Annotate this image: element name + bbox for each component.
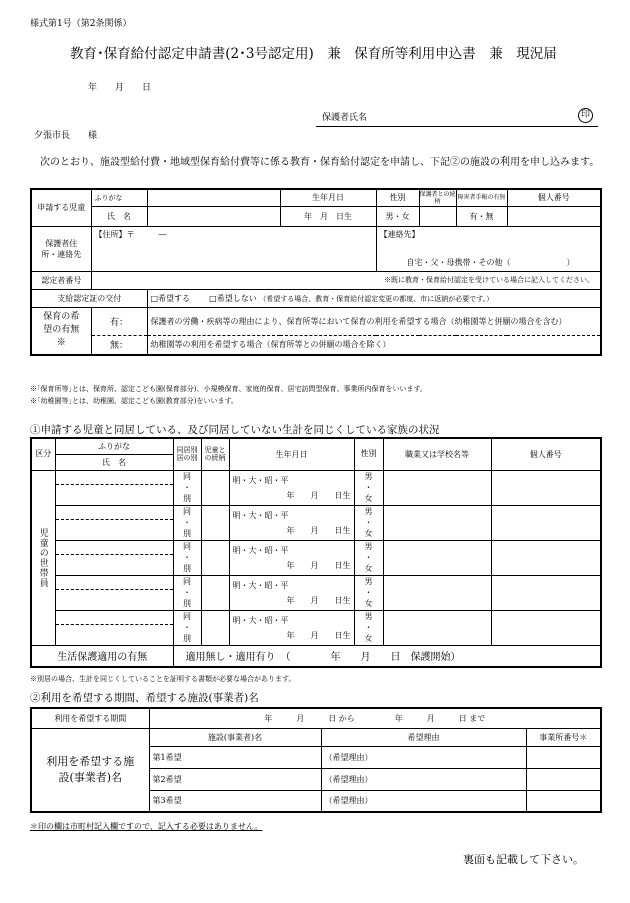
choice-2-reason[interactable]: （希望理由） <box>321 768 526 790</box>
address-label: 【住所】〒 ― <box>94 229 167 239</box>
member-birth[interactable]: 明・大・昭・平 年 月 日生 <box>229 575 354 610</box>
household-row <box>31 610 601 645</box>
col-reason: 希望理由 <box>321 728 526 746</box>
col-mynumber: 個人番号 <box>491 438 601 470</box>
page-title: 教育･保育給付認定申請書(2･3号認定用) 兼 保育所等利用申込書 兼 現況届 <box>70 46 557 62</box>
member-relation[interactable] <box>201 470 229 505</box>
child-label: 申請する児童 <box>31 189 91 226</box>
member-relation[interactable] <box>201 540 229 575</box>
member-cohabit[interactable]: 同 ・ 別 <box>173 610 201 645</box>
member-mynumber[interactable] <box>491 575 601 610</box>
col-birth: 生年月日 <box>229 438 354 470</box>
cert-issue-yes-checkbox[interactable]: □希望する <box>150 293 191 303</box>
intro-text: 次のとおり、施設型給付費・地域型保育給付費等に係る教育・保育給付認定を申請し、下記②の施設の利用を申し込みます。 <box>40 157 600 168</box>
nursery-label: 保育の希望の有無 ※ <box>31 307 91 355</box>
member-job[interactable] <box>383 505 491 540</box>
birth-label: 生年月日 <box>280 189 376 206</box>
col-cohabit: 同居別居の別 <box>173 438 201 470</box>
cert-no-note: ※既に教育・保育給付認定を受けている場合に記入してください。 <box>384 276 594 284</box>
col-kubun: 区分 <box>31 438 55 470</box>
address-field[interactable] <box>91 226 376 271</box>
cert-issue-note: （希望する場合、教育・保育給付認定変更の都度、市に返納が必要です。） <box>259 294 494 303</box>
member-relation[interactable] <box>201 505 229 540</box>
member-furigana[interactable] <box>56 576 173 590</box>
member-name[interactable] <box>56 590 173 610</box>
member-birth[interactable]: 明・大・昭・平 年 月 日生 <box>229 470 354 505</box>
member-name[interactable] <box>56 520 173 540</box>
col-furigana: ふりがな <box>55 438 173 454</box>
back-note: 裏面も記載して下さい。 <box>463 853 584 866</box>
col-relation: 児童との続柄 <box>201 438 229 470</box>
member-furigana[interactable] <box>56 471 173 485</box>
choice-3-number[interactable] <box>526 790 601 812</box>
member-sex[interactable]: 男 ・ 女 <box>354 505 383 540</box>
cert-issue-label: 支給認定証の交付 <box>31 289 147 307</box>
member-mynumber[interactable] <box>491 505 601 540</box>
notes <box>30 383 427 407</box>
date-label: 年 月 日 <box>88 83 152 93</box>
member-mynumber[interactable] <box>491 470 601 505</box>
member-job[interactable] <box>383 540 491 575</box>
birth-field[interactable]: 年 月 日生 <box>280 206 376 226</box>
household-heading: ①申請する児童と同居している、及び同居していない生計を同じくしている家族の状況 <box>30 424 440 436</box>
col-facility-name: 施設(事業者)名 <box>149 728 321 746</box>
household-row <box>31 575 601 610</box>
member-sex[interactable]: 男 ・ 女 <box>354 610 383 645</box>
facility-label: 利用を希望する施設(事業者)名 <box>31 728 149 812</box>
choice-1-number[interactable] <box>526 746 601 768</box>
choice-3-name[interactable]: 第3希望 <box>149 790 321 812</box>
member-cohabit[interactable]: 同 ・ 別 <box>173 540 201 575</box>
member-relation[interactable] <box>201 610 229 645</box>
relation-field[interactable] <box>419 206 456 226</box>
member-sex[interactable]: 男 ・ 女 <box>354 575 383 610</box>
disability-label: 障害者手帳の有無 <box>456 189 507 206</box>
period-field[interactable]: 年 月 日 から 年 月 日 まで <box>149 708 601 728</box>
period-label: 利用を希望する期間 <box>31 708 149 728</box>
welfare-field[interactable]: 適用無し・適用有り （ 年 月 日 保護開始） <box>173 645 601 667</box>
guardian-name-label: 保護者氏名 <box>322 113 368 123</box>
mynumber-label: 個人番号 <box>507 189 601 206</box>
member-name[interactable] <box>56 625 173 645</box>
note-hoikusho: ※｢保育所等｣とは、保育所、認定こども園(保育部分)、小規模保育、家庭的保育、居宅訪問型保育、事業所内保育をいいます。 <box>30 385 427 393</box>
applicant-table <box>30 188 602 356</box>
form-number: 様式第1号（第2条関係） <box>30 19 132 29</box>
choice-1-name[interactable]: 第1希望 <box>149 746 321 768</box>
household-row <box>31 470 601 505</box>
household-row <box>31 540 601 575</box>
guardian-name-line <box>316 126 598 127</box>
member-name[interactable] <box>56 555 173 575</box>
member-birth[interactable]: 明・大・昭・平 年 月 日生 <box>229 610 354 645</box>
contact-label: 【連絡先】 <box>379 229 420 239</box>
choice-3-reason[interactable]: （希望理由） <box>321 790 526 812</box>
name-label: 氏 名 <box>91 206 147 226</box>
facility-heading: ②利用を希望する期間、希望する施設(事業者)名 <box>30 692 259 704</box>
child-name-field[interactable] <box>147 206 280 226</box>
furigana-field[interactable] <box>147 189 280 206</box>
member-mynumber[interactable] <box>491 610 601 645</box>
note-youchien: ※｢幼稚園等｣とは、幼稚園、認定こども園(教育部分)をいいます。 <box>30 397 238 405</box>
col-facility-number: 事業所番号＊ <box>526 728 601 746</box>
mynumber-field[interactable] <box>507 206 601 226</box>
contact-options: 自宅・父・母携帯・その他（ ） <box>406 257 575 267</box>
household-footnote: ※別居の場合、生計を同じくしていることを証明する書類が必要な場合があります。 <box>30 675 296 683</box>
contact-field[interactable] <box>376 226 601 271</box>
sex-field[interactable]: 男・女 <box>376 206 419 226</box>
member-sex[interactable]: 男 ・ 女 <box>354 540 383 575</box>
relation-label: 保護者との続柄 <box>419 190 456 205</box>
member-name[interactable] <box>56 485 173 505</box>
welfare-label: 生活保護適用の有無 <box>31 645 173 667</box>
member-job[interactable] <box>383 575 491 610</box>
addressee: 夕張市長 様 <box>34 131 98 141</box>
col-sex: 性別 <box>354 438 383 470</box>
member-cohabit[interactable]: 同 ・ 別 <box>173 505 201 540</box>
nursery-no-text: 幼稚園等の利用を希望する場合（保育所等との併願の場合を除く） <box>147 335 601 355</box>
cert-no-label: 認定者番号 <box>31 271 91 289</box>
cert-issue-no-checkbox[interactable]: □希望しない <box>209 293 257 303</box>
member-birth[interactable]: 明・大・昭・平 年 月 日生 <box>229 505 354 540</box>
household-side-label: 児童の世帯員 <box>37 527 48 588</box>
choice-1-reason[interactable]: （希望理由） <box>321 746 526 768</box>
member-cohabit[interactable]: 同 ・ 別 <box>173 470 201 505</box>
member-furigana[interactable] <box>56 611 173 625</box>
member-cohabit[interactable]: 同 ・ 別 <box>173 575 201 610</box>
member-sex[interactable]: 男 ・ 女 <box>354 470 383 505</box>
disability-field[interactable]: 有・無 <box>456 206 507 226</box>
seal-icon: 印 <box>578 108 593 123</box>
member-relation[interactable] <box>201 575 229 610</box>
household-row <box>31 505 601 540</box>
col-job: 職業又は学校名等 <box>383 438 491 470</box>
member-birth[interactable]: 明・大・昭・平 年 月 日生 <box>229 540 354 575</box>
household-table <box>30 437 602 668</box>
facility-footnote: ＊印の欄は市町村記入欄ですので、記入する必要はありません。 <box>30 822 263 831</box>
choice-2-name[interactable]: 第2希望 <box>149 768 321 790</box>
member-furigana[interactable] <box>56 541 173 555</box>
facility-table <box>30 707 602 813</box>
member-job[interactable] <box>383 610 491 645</box>
sex-label: 性別 <box>376 189 419 206</box>
nursery-yes-text: 保護者の労働・疾病等の理由により、保育所等において保育の利用を希望する場合（幼稚園等と併願の場合を含む） <box>147 307 601 335</box>
member-job[interactable] <box>383 470 491 505</box>
cert-no-field[interactable] <box>91 271 601 289</box>
member-mynumber[interactable] <box>491 540 601 575</box>
furigana-label: ふりがな <box>91 189 147 206</box>
nursery-no-option[interactable]: 無： <box>91 335 147 355</box>
nursery-yes-option[interactable]: 有： <box>91 307 147 335</box>
guardian-label: 保護者住所・連絡先 <box>31 226 91 271</box>
member-furigana[interactable] <box>56 506 173 520</box>
col-name: 氏 名 <box>55 454 173 470</box>
choice-2-number[interactable] <box>526 768 601 790</box>
